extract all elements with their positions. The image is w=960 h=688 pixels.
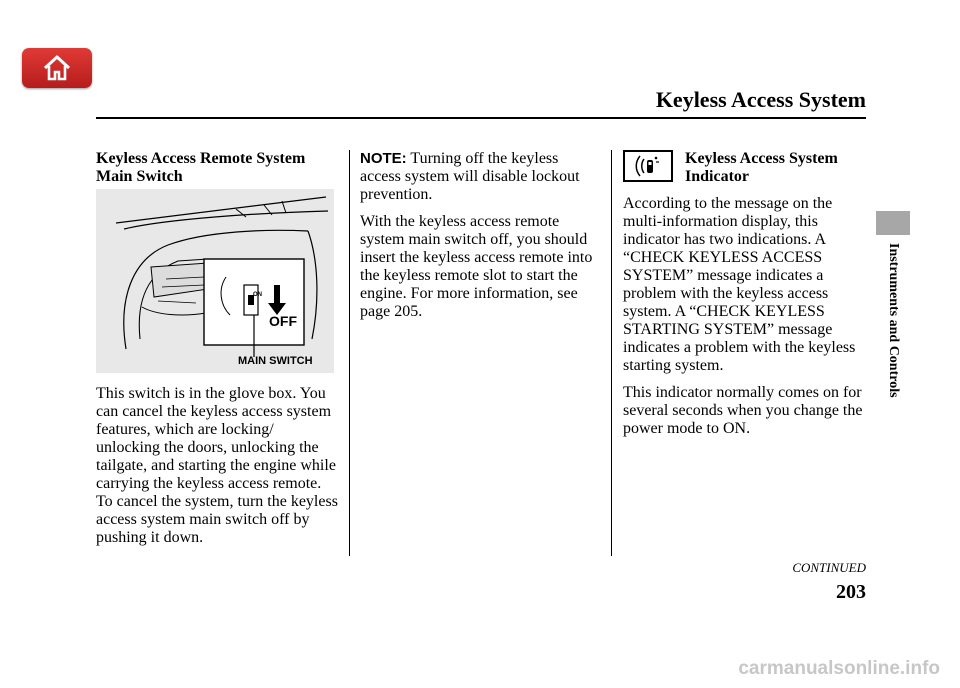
body-paragraph: This switch is in the glove box. You can cancel the keyless access system features, which are locking/ unlocking the doors, unlocking the tailgate, and starting the engine while carrying the keyless access remote. To cancel the system, turn the keyless access system main switch off by pushing it down.: [96, 385, 338, 546]
section-tab-label: Instruments and Controls: [886, 243, 901, 398]
glove-box-illustration: [96, 189, 334, 373]
column-divider: [349, 150, 350, 556]
page-header-title: Keyless Access System: [655, 87, 866, 112]
body-paragraph: According to the message on the multi-information display, this indicator has two indications. A “CHECK KEYLESS ACCESS SYSTEM” message indicates a problem with the keyless access system. A “CHECK KEYLESS STARTING SYSTEM” message indicates a problem with the keyless starting system.: [623, 195, 856, 374]
switch-off-label: OFF: [269, 313, 297, 329]
indicator-heading: [681, 150, 838, 186]
switch-on-label: ON: [253, 292, 262, 298]
column-divider: [611, 150, 612, 556]
section-heading: Keyless Access Remote System: [96, 150, 306, 167]
keyless-access-indicator-icon: [623, 150, 673, 182]
body-paragraph: With the keyless access remote system main switch off, you should insert the keyless access remote into the keyless remote slot to start the engine. For more information, see page 205.: [360, 213, 593, 320]
column-1: [96, 150, 340, 556]
note-label: NOTE:: [360, 150, 407, 167]
section-heading: Main Switch: [96, 168, 183, 185]
page-number: 203: [836, 581, 866, 603]
column-2: [360, 150, 600, 330]
indicator-heading-line: Indicator: [685, 168, 749, 185]
section-tab-marker: [876, 211, 910, 235]
note-text: Turning off the keyless access system will disable lockout prevention.: [360, 150, 580, 203]
header-rule: [96, 117, 866, 119]
main-switch-label: MAIN SWITCH: [238, 355, 313, 367]
indicator-heading-line: Keyless Access System: [685, 150, 838, 167]
indicator-heading-row: [623, 150, 865, 186]
home-button[interactable]: [22, 48, 92, 88]
column-3: [623, 150, 865, 447]
home-icon: [42, 54, 72, 82]
main-switch-figure: [96, 189, 334, 373]
body-paragraph: This indicator normally comes on for several seconds when you change the power mode to ON.: [623, 384, 863, 437]
note-paragraph: [360, 150, 600, 204]
watermark: carmanualsonline.info: [738, 658, 940, 679]
continued-label: CONTINUED: [792, 560, 866, 575]
